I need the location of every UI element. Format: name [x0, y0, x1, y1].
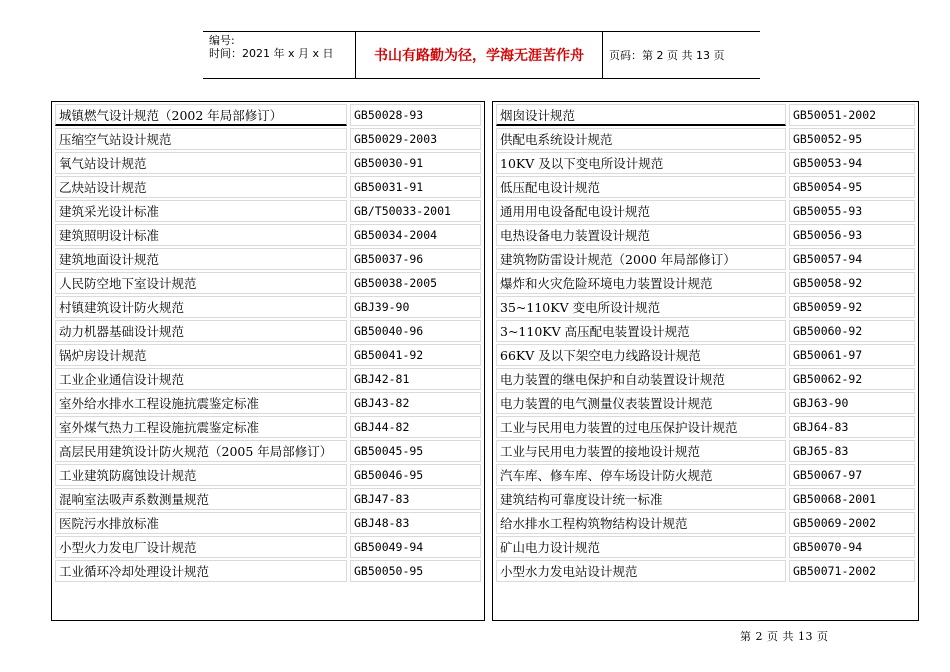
- standard-code: GB50069-2002: [789, 512, 915, 534]
- table-row: [496, 248, 915, 270]
- standard-name: 医院污水排放标准: [55, 512, 347, 534]
- table-row: [496, 152, 915, 174]
- standard-name: 矿山电力设计规范: [496, 536, 786, 558]
- standard-code: GBJ64-83: [789, 416, 915, 438]
- standard-code: GB50070-94: [789, 536, 915, 558]
- header-page-label: 页码：第 2 页 共 13 页: [609, 49, 725, 62]
- table-row: [496, 272, 915, 294]
- number-label: 编号:: [209, 34, 235, 47]
- standard-name: 通用用电设备配电设计规范: [496, 200, 786, 222]
- page-header: [203, 31, 760, 79]
- table-row: [55, 344, 481, 366]
- standard-name: 3~110KV 高压配电装置设计规范: [496, 320, 786, 342]
- standard-code: GB50034-2004: [350, 224, 481, 246]
- standard-code: GBJ48-83: [350, 512, 481, 534]
- standard-code: GB50041-92: [350, 344, 481, 366]
- standard-code: GBJ42-81: [350, 368, 481, 390]
- standard-name: 66KV 及以下架空电力线路设计规范: [496, 344, 786, 366]
- table-row: [55, 128, 481, 150]
- table-row: [55, 272, 481, 294]
- standard-code: GBJ63-90: [789, 392, 915, 414]
- standard-name: 人民防空地下室设计规范: [55, 272, 347, 294]
- table-row: [496, 296, 915, 318]
- table-row: [55, 368, 481, 390]
- standard-name: 10KV 及以下变电所设计规范: [496, 152, 786, 174]
- standard-name: 35~110KV 变电所设计规范: [496, 296, 786, 318]
- standard-name: 村镇建筑设计防火规范: [55, 296, 347, 318]
- standard-code: GBJ65-83: [789, 440, 915, 462]
- standard-code: GB50029-2003: [350, 128, 481, 150]
- standard-name: 电热设备电力装置设计规范: [496, 224, 786, 246]
- table-row: [55, 440, 481, 462]
- table-row: [496, 512, 915, 534]
- standard-name: 建筑照明设计标准: [55, 224, 347, 246]
- table-row: [496, 224, 915, 246]
- standard-code: GB50067-97: [789, 464, 915, 486]
- standard-code: GB/T50033-2001: [350, 200, 481, 222]
- standard-name: 高层民用建筑设计防火规范（2005 年局部修订）: [55, 440, 347, 462]
- standard-code: GB50040-96: [350, 320, 481, 342]
- standard-code: GB50054-95: [789, 176, 915, 198]
- table-row: [55, 560, 481, 582]
- right-standards-table: [492, 101, 919, 621]
- standard-name: 给水排水工程构筑物结构设计规范: [496, 512, 786, 534]
- standard-code: GB50049-94: [350, 536, 481, 558]
- standard-code: GB50058-92: [789, 272, 915, 294]
- standard-name: 建筑地面设计规范: [55, 248, 347, 270]
- standard-name: 工业建筑防腐蚀设计规范: [55, 464, 347, 486]
- table-row: [55, 320, 481, 342]
- table-row: [496, 560, 915, 582]
- standard-code: GB50045-95: [350, 440, 481, 462]
- table-row: [55, 152, 481, 174]
- table-row: [55, 536, 481, 558]
- table-row: [55, 176, 481, 198]
- standard-code: GBJ39-90: [350, 296, 481, 318]
- page-footer: 第 2 页 共 13 页: [740, 630, 829, 643]
- table-row: [496, 416, 915, 438]
- standard-code: GB50071-2002: [789, 560, 915, 582]
- standard-code: GBJ43-82: [350, 392, 481, 414]
- standard-code: GB50060-92: [789, 320, 915, 342]
- table-row: [496, 440, 915, 462]
- table-row: [496, 368, 915, 390]
- standard-name: 小型火力发电厂设计规范: [55, 536, 347, 558]
- standard-name: 工业循环冷却处理设计规范: [55, 560, 347, 582]
- standard-name: 建筑物防雷设计规范（2000 年局部修订）: [496, 248, 786, 270]
- table-row: [55, 104, 481, 126]
- standard-name: 压缩空气站设计规范: [55, 128, 347, 150]
- table-row: [55, 200, 481, 222]
- table-row: [55, 512, 481, 534]
- standard-name: 建筑结构可靠度设计统一标准: [496, 488, 786, 510]
- standard-code: GBJ47-83: [350, 488, 481, 510]
- standard-code: GB50061-97: [789, 344, 915, 366]
- standard-code: GBJ44-82: [350, 416, 481, 438]
- header-motto: 书山有路勤为径，学海无涯苦作舟: [355, 32, 603, 78]
- table-row: [55, 296, 481, 318]
- table-row: [496, 392, 915, 414]
- table-row: [496, 176, 915, 198]
- table-row: [496, 128, 915, 150]
- table-row: [496, 464, 915, 486]
- standard-name: 城镇燃气设计规范（2002 年局部修订）: [55, 104, 347, 126]
- table-row: [55, 224, 481, 246]
- left-standards-table: [51, 101, 485, 621]
- standard-name: 室外给水排水工程设施抗震鉴定标准: [55, 392, 347, 414]
- standard-name: 电力装置的电气测量仪表装置设计规范: [496, 392, 786, 414]
- standard-name: 动力机器基础设计规范: [55, 320, 347, 342]
- standards-tables: [51, 101, 919, 621]
- table-row: [496, 200, 915, 222]
- standard-name: 电力装置的继电保护和自动装置设计规范: [496, 368, 786, 390]
- standard-name: 工业与民用电力装置的接地设计规范: [496, 440, 786, 462]
- standard-code: GB50028-93: [350, 104, 481, 126]
- standard-name: 室外煤气热力工程设施抗震鉴定标准: [55, 416, 347, 438]
- standard-code: GB50038-2005: [350, 272, 481, 294]
- standard-code: GB50062-92: [789, 368, 915, 390]
- standard-name: 汽车库、修车库、停车场设计防火规范: [496, 464, 786, 486]
- table-row: [55, 248, 481, 270]
- standard-code: GB50051-2002: [789, 104, 915, 126]
- standard-code: GB50059-92: [789, 296, 915, 318]
- standard-name: 工业与民用电力装置的过电压保护设计规范: [496, 416, 786, 438]
- standard-code: GB50030-91: [350, 152, 481, 174]
- standard-code: GB50050-95: [350, 560, 481, 582]
- standard-code: GB50057-94: [789, 248, 915, 270]
- table-row: [55, 488, 481, 510]
- standard-code: GB50056-93: [789, 224, 915, 246]
- table-row: [496, 488, 915, 510]
- table-row: [496, 536, 915, 558]
- standard-name: 乙炔站设计规范: [55, 176, 347, 198]
- standard-name: 锅炉房设计规范: [55, 344, 347, 366]
- standard-code: GB50068-2001: [789, 488, 915, 510]
- standard-name: 氧气站设计规范: [55, 152, 347, 174]
- standard-name: 建筑采光设计标准: [55, 200, 347, 222]
- standard-name: 烟囱设计规范: [496, 104, 786, 126]
- table-row: [55, 392, 481, 414]
- table-row: [55, 464, 481, 486]
- standard-code: GB50055-93: [789, 200, 915, 222]
- standard-code: GB50052-95: [789, 128, 915, 150]
- time-label: 时间：2021 年 x 月 x 日: [209, 47, 334, 60]
- standard-code: GB50046-95: [350, 464, 481, 486]
- standard-code: GB50053-94: [789, 152, 915, 174]
- standard-name: 工业企业通信设计规范: [55, 368, 347, 390]
- standard-code: GB50037-96: [350, 248, 481, 270]
- table-row: [496, 320, 915, 342]
- standard-name: 小型水力发电站设计规范: [496, 560, 786, 582]
- standard-name: 爆炸和火灾危险环境电力装置设计规范: [496, 272, 786, 294]
- table-row: [496, 104, 915, 126]
- header-meta: [203, 32, 355, 78]
- table-row: [496, 344, 915, 366]
- standard-code: GB50031-91: [350, 176, 481, 198]
- standard-name: 混响室法吸声系数测量规范: [55, 488, 347, 510]
- standard-name: 供配电系统设计规范: [496, 128, 786, 150]
- standard-name: 低压配电设计规范: [496, 176, 786, 198]
- table-row: [55, 416, 481, 438]
